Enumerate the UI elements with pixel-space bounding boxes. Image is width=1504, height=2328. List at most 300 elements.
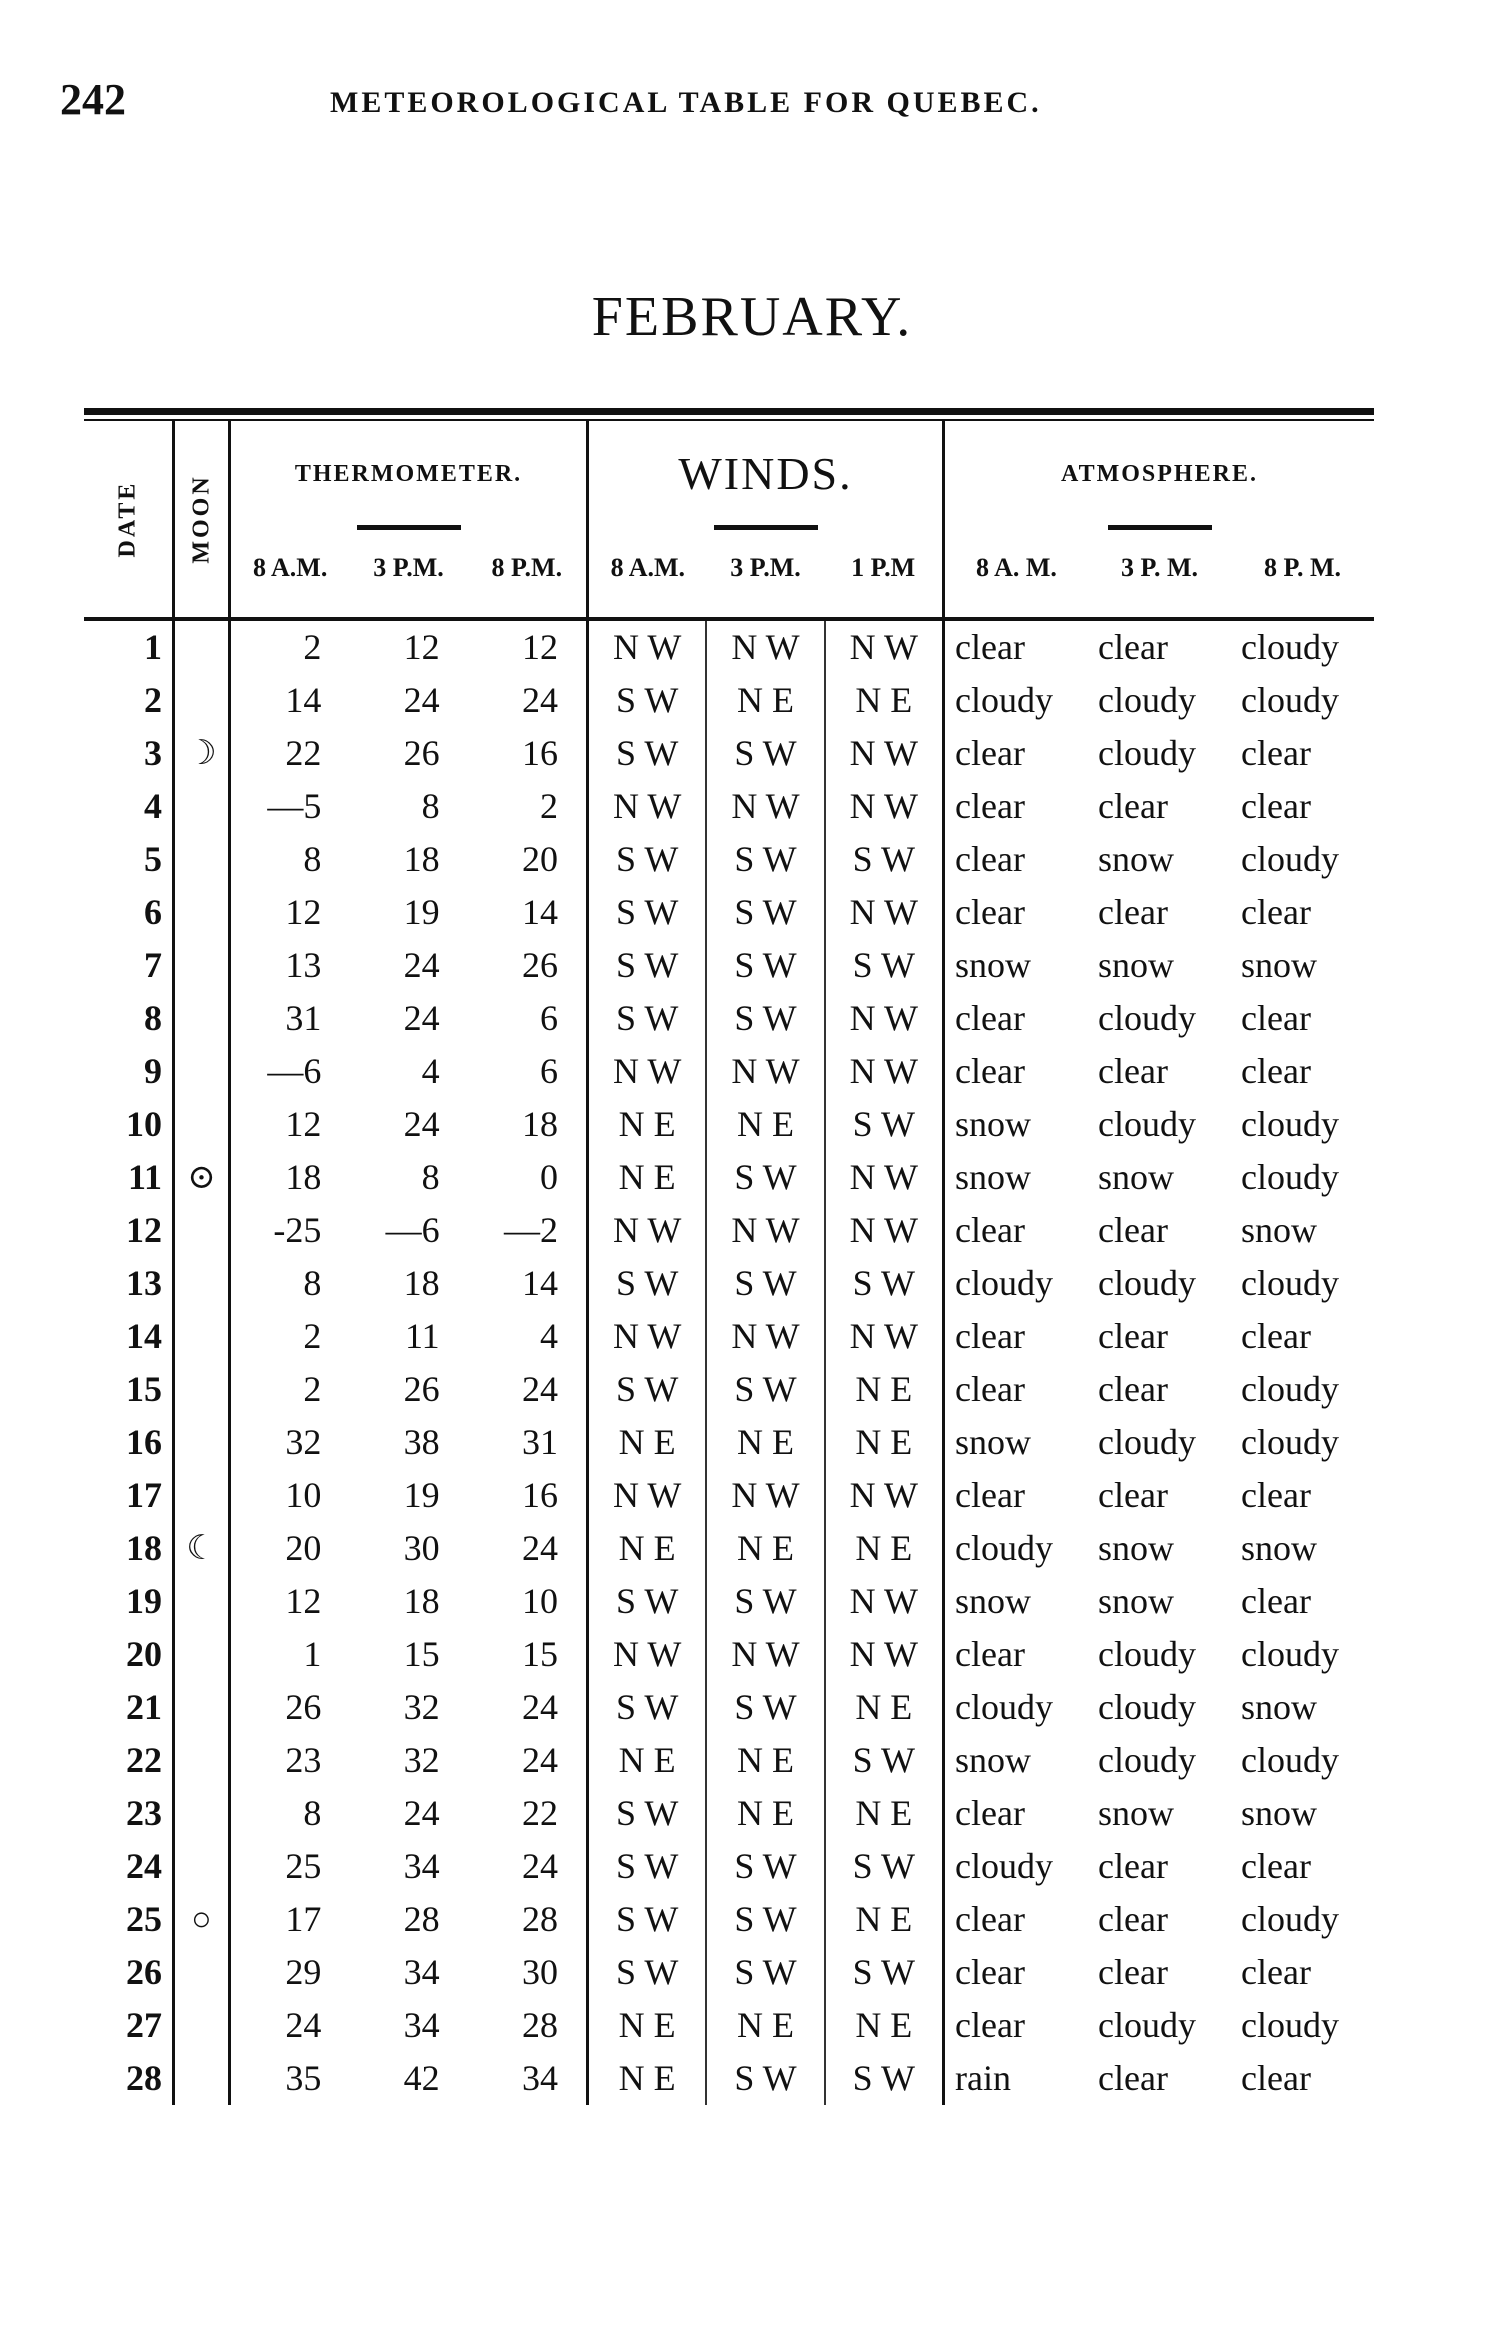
- table-header: [84, 421, 1374, 617]
- table-row: [84, 1628, 1374, 1681]
- atm-3pm: snow: [1098, 1157, 1175, 1197]
- page-header: [60, 60, 1444, 140]
- therm-8pm: 28: [521, 2005, 558, 2045]
- table-row: [84, 1946, 1374, 1999]
- moon-phase-icon: [172, 1469, 228, 1522]
- wind-1pm: S W: [852, 1104, 915, 1144]
- atm-8pm: snow: [1241, 1687, 1318, 1727]
- table-row: [84, 1416, 1374, 1469]
- atm-8am: snow: [955, 1581, 1032, 1621]
- atmosphere-cells: [942, 1840, 1374, 1893]
- atm-8pm: cloudy: [1241, 1899, 1339, 1939]
- wind-8am: N W: [589, 621, 707, 674]
- therm-8pm: —2: [503, 1210, 558, 1250]
- wind-cells: [586, 1787, 942, 1840]
- moon-phase-icon: [172, 1681, 228, 1734]
- atmosphere-cells: [942, 1204, 1374, 1257]
- wind-cells: [586, 1840, 942, 1893]
- atm-8am: clear: [955, 733, 1025, 773]
- wind-3pm: S W: [707, 1363, 825, 1416]
- atmosphere-cells: [942, 833, 1374, 886]
- therm-8pm: 24: [521, 1740, 558, 1780]
- header-moon: MOON: [188, 474, 214, 564]
- atm-3pm: cloudy: [1098, 1263, 1196, 1303]
- wind-1pm: N W: [849, 1051, 918, 1091]
- wind-1pm: S W: [852, 1952, 915, 1992]
- therm-3pm: 28: [403, 1899, 440, 1939]
- wind-3pm: S W: [707, 992, 825, 1045]
- atm-8pm: cloudy: [1241, 680, 1339, 720]
- thermometer-cells: [228, 1840, 586, 1893]
- therm-8am: 12: [285, 1581, 322, 1621]
- atm-3pm: clear: [1098, 786, 1168, 826]
- therm-8pm: 26: [521, 945, 558, 985]
- date-cell: 5: [144, 839, 162, 879]
- therm-8pm: 24: [521, 680, 558, 720]
- date-cell: 25: [126, 1899, 162, 1939]
- therm-3pm: 19: [403, 892, 440, 932]
- atm-time-8am: 8 A. M.: [976, 553, 1057, 582]
- wind-cells: [586, 780, 942, 833]
- therm-3pm: 8: [421, 1157, 440, 1197]
- atm-8pm: clear: [1241, 786, 1311, 826]
- atm-3pm: cloudy: [1098, 733, 1196, 773]
- atmosphere-cells: [942, 1946, 1374, 1999]
- therm-3pm: 15: [403, 1634, 440, 1674]
- atm-8pm: cloudy: [1241, 1369, 1339, 1409]
- date-cell: 14: [126, 1316, 162, 1356]
- table-row: [84, 1151, 1374, 1204]
- moon-phase-icon: [172, 833, 228, 886]
- therm-3pm: 38: [403, 1422, 440, 1462]
- atm-3pm: clear: [1098, 892, 1168, 932]
- atmosphere-cells: [942, 1363, 1374, 1416]
- therm-8pm: 24: [521, 1687, 558, 1727]
- thermometer-cells: [228, 1787, 586, 1840]
- therm-8am: 14: [285, 680, 322, 720]
- therm-8pm: 16: [521, 733, 558, 773]
- wind-cells: [586, 1575, 942, 1628]
- wind-8am: N E: [589, 1416, 707, 1469]
- wind-cells: [586, 1628, 942, 1681]
- moon-phase-icon: ⊙: [172, 1151, 228, 1204]
- therm-3pm: 18: [403, 1263, 440, 1303]
- atm-3pm: cloudy: [1098, 1422, 1196, 1462]
- atmosphere-cells: [942, 780, 1374, 833]
- therm-8pm: 12: [521, 627, 558, 667]
- moon-phase-icon: [172, 1787, 228, 1840]
- date-cell: 1: [144, 627, 162, 667]
- atm-8am: cloudy: [955, 1846, 1053, 1886]
- therm-8am: 20: [285, 1528, 322, 1568]
- therm-8am: 17: [285, 1899, 322, 1939]
- date-cell: 26: [126, 1952, 162, 1992]
- therm-3pm: 11: [404, 1316, 440, 1356]
- header-winds-cell: [586, 421, 942, 617]
- thermometer-cells: [228, 1681, 586, 1734]
- therm-8pm: 14: [521, 892, 558, 932]
- date-cell: 20: [126, 1634, 162, 1674]
- atmosphere-cells: [942, 1734, 1374, 1787]
- therm-8am: 10: [285, 1475, 322, 1515]
- winds-time-8am: 8 A.M.: [610, 553, 686, 582]
- table-row: [84, 992, 1374, 1045]
- therm-3pm: 34: [403, 2005, 440, 2045]
- atm-3pm: clear: [1098, 1952, 1168, 1992]
- therm-3pm: 12: [403, 627, 440, 667]
- atm-8am: clear: [955, 1051, 1025, 1091]
- date-cell: 21: [126, 1687, 162, 1727]
- atm-3pm: snow: [1098, 1793, 1175, 1833]
- atm-8am: clear: [955, 1475, 1025, 1515]
- therm-3pm: 24: [403, 945, 440, 985]
- wind-1pm: S W: [852, 839, 915, 879]
- therm-3pm: 42: [403, 2058, 440, 2098]
- header-atmosphere: ATMOSPHERE.: [1061, 461, 1258, 487]
- atmosphere-cells: [942, 1681, 1374, 1734]
- wind-3pm: N W: [707, 1628, 825, 1681]
- atm-8pm: cloudy: [1241, 1740, 1339, 1780]
- top-rule-thick: [84, 408, 1374, 415]
- wind-cells: [586, 1045, 942, 1098]
- therm-8pm: 20: [521, 839, 558, 879]
- wind-3pm: S W: [707, 1151, 825, 1204]
- atm-8pm: clear: [1241, 998, 1311, 1038]
- therm-8am: 12: [285, 892, 322, 932]
- therm-3pm: 34: [403, 1846, 440, 1886]
- table-row: [84, 1522, 1374, 1575]
- moon-phase-icon: [172, 1575, 228, 1628]
- atmosphere-cells: [942, 621, 1374, 674]
- atm-8pm: cloudy: [1241, 1157, 1339, 1197]
- atm-3pm: clear: [1098, 1051, 1168, 1091]
- atmosphere-cells: [942, 1999, 1374, 2052]
- therm-time-8pm: 8 P.M.: [491, 553, 563, 582]
- wind-1pm: S W: [852, 1846, 915, 1886]
- atm-8am: snow: [955, 1740, 1032, 1780]
- therm-8am: 25: [285, 1846, 322, 1886]
- header-dash: [357, 525, 461, 530]
- table-row: [84, 780, 1374, 833]
- wind-1pm: N E: [855, 1687, 913, 1727]
- atmosphere-cells: [942, 727, 1374, 780]
- page-number: 242: [60, 75, 126, 124]
- wind-1pm: N E: [855, 1793, 913, 1833]
- wind-cells: [586, 1999, 942, 2052]
- atm-8am: cloudy: [955, 680, 1053, 720]
- atm-3pm: cloudy: [1098, 680, 1196, 720]
- atm-8pm: clear: [1241, 1952, 1311, 1992]
- atm-8pm: cloudy: [1241, 627, 1339, 667]
- therm-3pm: —6: [385, 1210, 440, 1250]
- therm-8pm: 34: [521, 2058, 558, 2098]
- wind-1pm: N E: [855, 680, 913, 720]
- therm-3pm: 18: [403, 1581, 440, 1621]
- wind-cells: [586, 1469, 942, 1522]
- atm-3pm: snow: [1098, 1581, 1175, 1621]
- atm-8am: clear: [955, 786, 1025, 826]
- moon-phase-icon: [172, 1363, 228, 1416]
- atm-3pm: clear: [1098, 1210, 1168, 1250]
- header-moon-cell: [172, 421, 228, 617]
- thermometer-cells: [228, 1257, 586, 1310]
- atm-8pm: clear: [1241, 1581, 1311, 1621]
- therm-8am: -25: [273, 1210, 322, 1250]
- therm-8am: 18: [285, 1157, 322, 1197]
- date-cell: 9: [144, 1051, 162, 1091]
- date-cell: 3: [144, 733, 162, 773]
- atm-8pm: cloudy: [1241, 1104, 1339, 1144]
- thermometer-cells: [228, 992, 586, 1045]
- moon-phase-icon: [172, 1257, 228, 1310]
- date-cell: 16: [126, 1422, 162, 1462]
- wind-8am: S W: [589, 1840, 707, 1893]
- thermometer-cells: [228, 1363, 586, 1416]
- atm-8pm: snow: [1241, 1210, 1318, 1250]
- atmosphere-cells: [942, 1522, 1374, 1575]
- atm-8pm: clear: [1241, 1316, 1311, 1356]
- atmosphere-cells: [942, 1893, 1374, 1946]
- month-title: FEBRUARY.: [591, 286, 913, 348]
- wind-cells: [586, 1151, 942, 1204]
- date-cell: 23: [126, 1793, 162, 1833]
- wind-8am: S W: [589, 1787, 707, 1840]
- wind-8am: N W: [589, 1628, 707, 1681]
- therm-3pm: 26: [403, 733, 440, 773]
- wind-3pm: S W: [707, 2052, 825, 2105]
- therm-3pm: 26: [403, 1369, 440, 1409]
- atm-3pm: clear: [1098, 1316, 1168, 1356]
- date-cell: 22: [126, 1740, 162, 1780]
- meteorological-table: [84, 408, 1374, 2105]
- wind-cells: [586, 939, 942, 992]
- atm-3pm: cloudy: [1098, 998, 1196, 1038]
- therm-3pm: 34: [403, 1952, 440, 1992]
- therm-8pm: 2: [539, 786, 558, 826]
- moon-phase-icon: [172, 1840, 228, 1893]
- therm-3pm: 4: [421, 1051, 440, 1091]
- thermometer-cells: [228, 1734, 586, 1787]
- table-row: [84, 1893, 1374, 1946]
- atm-3pm: cloudy: [1098, 2005, 1196, 2045]
- atm-time-8pm: 8 P. M.: [1263, 553, 1342, 582]
- atm-8pm: snow: [1241, 1528, 1318, 1568]
- wind-cells: [586, 621, 942, 674]
- date-cell: 15: [126, 1369, 162, 1409]
- therm-8am: 2: [303, 1316, 322, 1356]
- moon-phase-icon: [172, 1416, 228, 1469]
- therm-8pm: 24: [521, 1369, 558, 1409]
- date-cell: 2: [144, 680, 162, 720]
- wind-1pm: N E: [855, 1422, 913, 1462]
- thermometer-cells: [228, 1416, 586, 1469]
- wind-1pm: N W: [849, 627, 918, 667]
- therm-8am: 13: [285, 945, 322, 985]
- wind-8am: N W: [589, 1469, 707, 1522]
- header-atmosphere-cell: [942, 421, 1374, 617]
- therm-8pm: 24: [521, 1528, 558, 1568]
- atmosphere-cells: [942, 1045, 1374, 1098]
- moon-phase-icon: [172, 1946, 228, 1999]
- therm-8am: —5: [267, 786, 322, 826]
- header-thermometer: THERMOMETER.: [294, 461, 523, 487]
- wind-3pm: N E: [707, 1787, 825, 1840]
- therm-8pm: 10: [521, 1581, 558, 1621]
- atm-8pm: clear: [1241, 892, 1311, 932]
- table-row: [84, 674, 1374, 727]
- therm-8am: 29: [285, 1952, 322, 1992]
- wind-3pm: S W: [707, 1893, 825, 1946]
- therm-8am: 2: [303, 627, 322, 667]
- wind-8am: N E: [589, 1999, 707, 2052]
- wind-3pm: S W: [707, 1840, 825, 1893]
- header-date-cell: [84, 421, 172, 617]
- atm-8pm: clear: [1241, 2058, 1311, 2098]
- date-cell: 13: [126, 1263, 162, 1303]
- date-cell: 11: [127, 1157, 162, 1197]
- moon-phase-icon: [172, 1204, 228, 1257]
- table-row: [84, 1469, 1374, 1522]
- therm-8am: 2: [303, 1369, 322, 1409]
- wind-1pm: N W: [849, 733, 918, 773]
- atm-8am: clear: [955, 892, 1025, 932]
- atm-3pm: clear: [1098, 1369, 1168, 1409]
- wind-1pm: S W: [852, 945, 915, 985]
- thermometer-cells: [228, 1946, 586, 1999]
- winds-subheaders: [589, 553, 942, 583]
- therm-8am: 24: [285, 2005, 322, 2045]
- therm-8am: 26: [285, 1687, 322, 1727]
- thermometer-subheaders: [231, 553, 586, 583]
- wind-cells: [586, 1522, 942, 1575]
- atm-8pm: cloudy: [1241, 2005, 1339, 2045]
- wind-1pm: N E: [855, 1528, 913, 1568]
- table-row: [84, 621, 1374, 674]
- wind-8am: N W: [589, 780, 707, 833]
- wind-3pm: N E: [707, 674, 825, 727]
- atmosphere-cells: [942, 886, 1374, 939]
- therm-3pm: 8: [421, 786, 440, 826]
- date-cell: 24: [126, 1846, 162, 1886]
- therm-8am: —6: [267, 1051, 322, 1091]
- thermometer-cells: [228, 1575, 586, 1628]
- table-row: [84, 1575, 1374, 1628]
- moon-phase-icon: [172, 939, 228, 992]
- wind-8am: S W: [589, 1893, 707, 1946]
- therm-8am: 22: [285, 733, 322, 773]
- therm-8am: 1: [303, 1634, 322, 1674]
- therm-8pm: 14: [521, 1263, 558, 1303]
- table-body: [84, 621, 1374, 2105]
- winds-time-3pm: 3 P.M.: [730, 553, 801, 582]
- wind-1pm: N W: [849, 1475, 918, 1515]
- header-thermometer-cell: [228, 421, 586, 617]
- wind-8am: S W: [589, 1575, 707, 1628]
- therm-3pm: 24: [403, 1104, 440, 1144]
- atm-3pm: cloudy: [1098, 1687, 1196, 1727]
- therm-8am: 12: [285, 1104, 322, 1144]
- wind-3pm: N W: [707, 1204, 825, 1257]
- table-row: [84, 1840, 1374, 1893]
- atm-8am: clear: [955, 1793, 1025, 1833]
- thermometer-cells: [228, 886, 586, 939]
- atmosphere-subheaders: [945, 553, 1374, 583]
- therm-time-3pm: 3 P.M.: [373, 553, 444, 582]
- atm-3pm: clear: [1098, 1846, 1168, 1886]
- atm-8am: clear: [955, 1634, 1025, 1674]
- therm-8am: 31: [285, 998, 322, 1038]
- atm-8am: snow: [955, 1422, 1032, 1462]
- therm-3pm: 19: [403, 1475, 440, 1515]
- wind-3pm: N E: [707, 1416, 825, 1469]
- wind-cells: [586, 674, 942, 727]
- table-row: [84, 1098, 1374, 1151]
- table-row: [84, 727, 1374, 780]
- atm-3pm: cloudy: [1098, 1634, 1196, 1674]
- atm-8pm: snow: [1241, 945, 1318, 985]
- atm-8am: clear: [955, 1952, 1025, 1992]
- therm-3pm: 30: [403, 1528, 440, 1568]
- atm-3pm: snow: [1098, 839, 1175, 879]
- atm-8pm: cloudy: [1241, 1634, 1339, 1674]
- atmosphere-cells: [942, 1416, 1374, 1469]
- atmosphere-cells: [942, 1310, 1374, 1363]
- wind-8am: N E: [589, 1734, 707, 1787]
- atmosphere-cells: [942, 1257, 1374, 1310]
- therm-8pm: 28: [521, 1899, 558, 1939]
- therm-8am: 8: [303, 839, 322, 879]
- table-row: [84, 1204, 1374, 1257]
- thermometer-cells: [228, 621, 586, 674]
- wind-3pm: S W: [707, 727, 825, 780]
- table-row: [84, 833, 1374, 886]
- atm-8am: clear: [955, 1899, 1025, 1939]
- thermometer-cells: [228, 674, 586, 727]
- thermometer-cells: [228, 1522, 586, 1575]
- moon-phase-icon: [172, 621, 228, 674]
- atm-8am: cloudy: [955, 1687, 1053, 1727]
- header-date: DATE: [114, 480, 141, 558]
- wind-cells: [586, 1204, 942, 1257]
- atm-time-3pm: 3 P. M.: [1120, 553, 1199, 582]
- therm-3pm: 32: [403, 1687, 440, 1727]
- atm-8pm: clear: [1241, 1846, 1311, 1886]
- date-cell: 27: [126, 2005, 162, 2045]
- wind-3pm: S W: [707, 833, 825, 886]
- thermometer-cells: [228, 2052, 586, 2105]
- wind-1pm: N W: [849, 892, 918, 932]
- moon-phase-icon: [172, 1734, 228, 1787]
- therm-8am: 35: [285, 2058, 322, 2098]
- atmosphere-cells: [942, 1151, 1374, 1204]
- atmosphere-cells: [942, 1628, 1374, 1681]
- thermometer-cells: [228, 1098, 586, 1151]
- table-row: [84, 1363, 1374, 1416]
- therm-8pm: 24: [521, 1846, 558, 1886]
- wind-8am: N E: [589, 2052, 707, 2105]
- therm-time-8am: 8 A.M.: [252, 553, 328, 582]
- atm-8pm: cloudy: [1241, 1263, 1339, 1303]
- wind-cells: [586, 1363, 942, 1416]
- date-cell: 17: [126, 1475, 162, 1515]
- wind-8am: S W: [589, 727, 707, 780]
- atm-8am: cloudy: [955, 1263, 1053, 1303]
- wind-3pm: N W: [707, 621, 825, 674]
- wind-3pm: S W: [707, 886, 825, 939]
- atmosphere-cells: [942, 1098, 1374, 1151]
- atm-8am: snow: [955, 945, 1032, 985]
- wind-cells: [586, 1257, 942, 1310]
